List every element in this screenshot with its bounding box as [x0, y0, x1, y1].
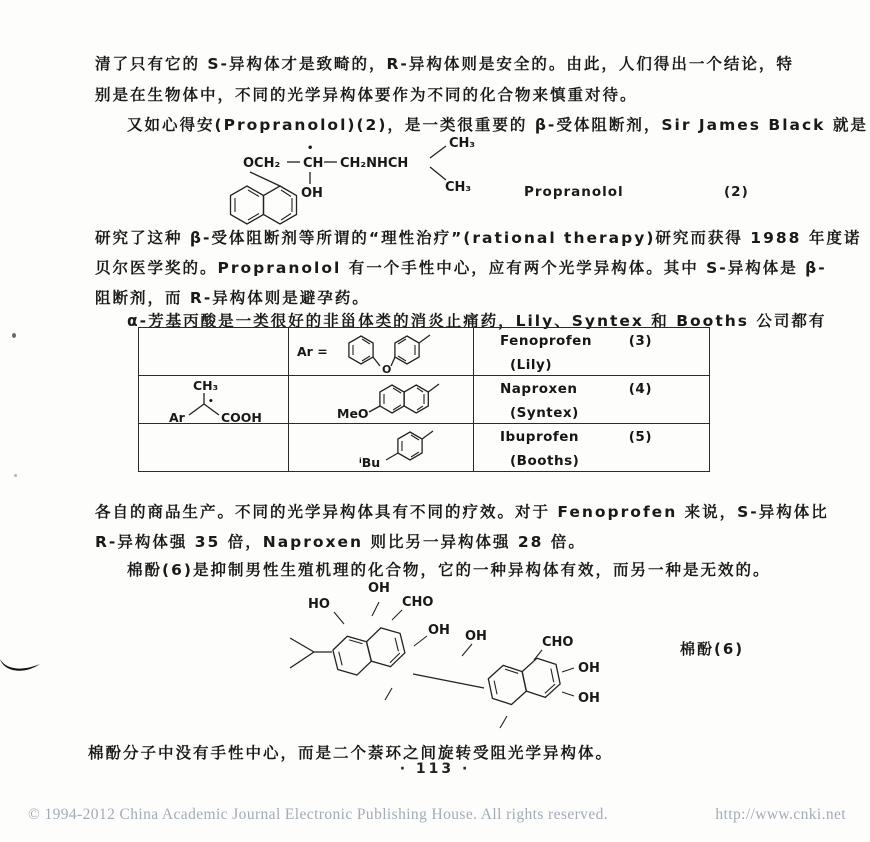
paragraph-line: α-芳基丙酸是一类很好的非甾体类的消炎止痛药，Lily、Syntex 和 Booths 公司都有 [127, 312, 827, 330]
copyright-text: © 1994-2012 China Academic Journal Electronic Publishing House. All rights reserved. [28, 806, 609, 823]
gossypol-cho-left: CHO [402, 595, 434, 610]
table-cell-empty [139, 328, 289, 376]
formula-ch3-bottom: CH₃ [445, 180, 472, 195]
formula-ch3-top: CH₃ [449, 136, 476, 151]
ibu-label: ⁱBu [359, 455, 381, 470]
drug-name: Naproxen [500, 381, 578, 397]
gossypol-oh-top: OH [368, 581, 390, 596]
drug-company: (Syntex) [510, 405, 579, 421]
paragraph-line: 棉酚分子中没有手性中心，而是二个萘环之间旋转受阻光学异构体。 [88, 744, 614, 762]
formula-ch: CH [303, 156, 324, 171]
drug-name: Fenoprofen [500, 333, 592, 349]
paragraph-line: 各自的商品生产。不同的光学异构体具有不同的疗效。对于 Fenoprofen 来说，S-异构体比 [95, 503, 829, 521]
compound-number-2: (2) [724, 184, 749, 200]
acid-chiral-star: • [208, 397, 214, 407]
formula-ch2nhch: CH₂NHCH [340, 156, 409, 171]
paragraph-line: 棉酚(6)是抑制男性生殖机理的化合物，它的一种异构体有效，而另一种是无效的。 [127, 561, 771, 579]
paragraph-line: 研究了这种 β-受体阻断剂等所谓的“理性治疗”(rational therapy)研究而获得 1988 年度诺 [95, 229, 862, 247]
scan-mark [0, 652, 44, 678]
chiral-star: • [307, 143, 314, 154]
paragraph-line: 阻断剂，而 R-异构体则是避孕药。 [95, 289, 370, 307]
table-cell-naproxen-name [474, 376, 709, 424]
paragraph-line: 贝尔医学奖的。Propranolol 有一个手性中心，应有两个光学异构体。其中 S-异构体是 β- [95, 259, 827, 277]
acid-cooh: COOH [221, 410, 262, 425]
table-cell-acid-structure [139, 376, 289, 424]
paragraph-line: 清了只有它的 S-异构体才是致畸的，R-异构体则是安全的。由此，人们得出一个结论，特 [95, 55, 794, 73]
gossypol-ho-left: HO [308, 597, 330, 612]
ar-equals-label: Ar = [297, 344, 328, 359]
gossypol-oh-right2: OH [578, 691, 600, 706]
drug-company: (Booths) [510, 453, 580, 469]
acid-ar: Ar [169, 410, 185, 425]
paragraph-line: 又如心得安(Propranolol)(2)，是一类很重要的 β-受体阻断剂，Sir James Black 就是 [127, 116, 868, 134]
drug-name: Ibuprofen [500, 429, 580, 445]
scan-speck [12, 333, 16, 338]
meo-label: MeO [337, 406, 369, 421]
formula-och2: OCH₂ [243, 156, 281, 171]
gossypol-structure [272, 576, 672, 744]
gossypol-oh-right1: OH [578, 661, 600, 676]
propranolol-structure [223, 133, 493, 235]
scan-speck [14, 474, 17, 477]
gossypol-oh-mid2: OH [465, 629, 487, 644]
formula-oh: OH [301, 186, 323, 201]
table-cell-ibuprofen-structure [289, 424, 474, 471]
drug-number: (5) [628, 429, 652, 445]
table-cell-naproxen-structure [289, 376, 474, 424]
table-cell-fenoprofen-name [474, 328, 709, 376]
cnki-url[interactable]: http://www.cnki.net [715, 806, 846, 823]
gossypol-oh-mid1: OH [428, 623, 450, 638]
drug-company: (Lily) [510, 357, 552, 373]
aryl-propionic-acid-table [138, 327, 710, 472]
acid-ch3: CH₃ [193, 378, 219, 393]
drug-number: (3) [628, 333, 652, 349]
paragraph-line: R-异构体强 35 倍，Naproxen 则比另一异构体强 28 倍。 [95, 533, 586, 551]
footer [28, 806, 846, 824]
gossypol-cho-right: CHO [542, 635, 574, 650]
compound-name-propranolol: Propranolol [524, 184, 624, 200]
gossypol-label: 棉酚(6) [680, 640, 745, 658]
ether-oxygen-label: O [382, 363, 392, 376]
drug-number: (4) [628, 381, 652, 397]
table-cell-fenoprofen-structure [289, 328, 474, 376]
table-cell-ibuprofen-name [474, 424, 709, 471]
paragraph-line: 别是在生物体中，不同的光学异构体要作为不同的化合物来慎重对待。 [95, 86, 638, 104]
page-number: · 113 · [399, 761, 471, 777]
table-cell-empty [139, 424, 289, 471]
